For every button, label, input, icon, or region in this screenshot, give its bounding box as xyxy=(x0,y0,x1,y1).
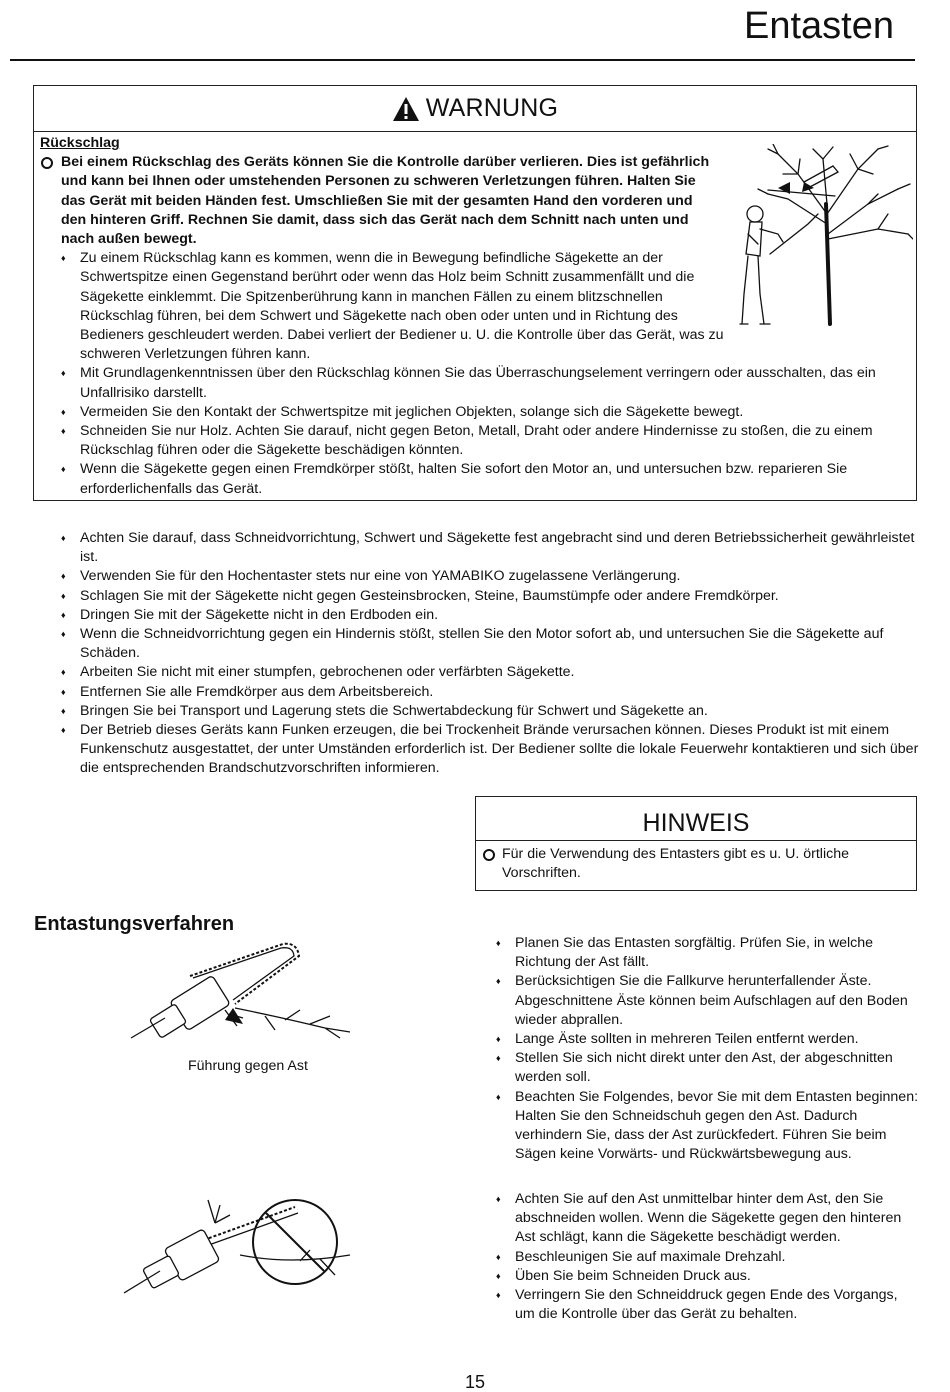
list-item: ♦ Üben Sie beim Schneiden Druck aus. xyxy=(475,1267,920,1286)
list-item: ♦ Beschleunigen Sie auf maximale Drehzahl. xyxy=(475,1248,920,1267)
page-title: Entasten xyxy=(744,5,894,47)
procedure-list-1 xyxy=(475,934,920,1164)
pruning-guide-illustration xyxy=(125,938,355,1046)
list-item: ♦ Wenn die Sägekette gegen einen Fremdkörper stößt, halten Sie sofort den Motor an, und untersuchen bzw. reparieren Sie erforderlichenfalls das Gerät. xyxy=(40,460,908,498)
kickback-main-warning-text: Bei einem Rückschlag des Geräts können Sie die Kontrolle darüber verlieren. Dies ist gefährlich und kann bei Ihnen oder umstehenden Personen zu schweren Verletzungen führen. Halten Sie das Gerät mit beiden Händen fest. Umschließen Sie mit der gesamten Hand den vorderen und den hinteren Griff. Rechnen Sie damit, dass sich das Gerät nach dem Schnitt nach unten und nach außen bewegt. xyxy=(61,154,710,248)
warning-header xyxy=(34,86,916,132)
warning-triangle-icon xyxy=(392,96,420,122)
warning-title: WARNUNG xyxy=(425,94,559,122)
circle-bullet-icon xyxy=(483,849,495,861)
list-item: ♦ Entfernen Sie alle Fremdkörper aus dem Arbeitsbereich. xyxy=(40,683,920,702)
list-item: ♦ Schlagen Sie mit der Sägekette nicht gegen Gesteinsbrocken, Steine, Baumstümpfe oder andere Fremdkörper. xyxy=(40,587,920,606)
list-item: ♦ Verwenden Sie für den Hochentaster stets nur eine von YAMABIKO zugelassene Verlängerung. xyxy=(40,567,920,586)
safety-list xyxy=(40,529,920,779)
list-item: ♦ Verringern Sie den Schneiddruck gegen Ende des Vorgangs, um die Kontrolle über das Gerät zu behalten. xyxy=(475,1286,920,1324)
list-item: ♦ Der Betrieb dieses Geräts kann Funken erzeugen, die bei Trockenheit Brände verursachen können. Dieses Produkt ist mit einem Funkenschutz ausgestattet, der unter Umständen erforderlich ist. Der Bediener sollte die lokale Feuerwehr kontaktieren und sich über die entsprechenden Brandschutzvorschriften informieren. xyxy=(40,721,920,779)
figure-caption: Führung gegen Ast xyxy=(188,1058,308,1074)
list-item: ♦ Achten Sie auf den Ast unmittelbar hinter dem Ast, den Sie abschneiden wollen. Wenn die Sägekette gegen den hinteren Ast schlägt, kann die Sägekette beschädigt werden. xyxy=(475,1190,920,1248)
list-item: ♦ Lange Äste sollten in mehreren Teilen entfernt werden. xyxy=(475,1030,920,1049)
list-item: ♦ Beachten Sie Folgendes, bevor Sie mit dem Entasten beginnen: Halten Sie den Schneidschuh gegen den Ast. Dadurch verhindern Sie, dass der Ast zurückfedert. Führen Sie beim Sägen keine Vorwärts- und Rückwärtsbewegung aus. xyxy=(475,1088,920,1165)
list-item: ♦ Wenn die Schneidvorrichtung gegen ein Hindernis stößt, stellen Sie den Motor sofort ab, und untersuchen Sie die Sägekette auf Schäden. xyxy=(40,625,920,663)
hint-title: HINWEIS xyxy=(476,797,916,841)
list-item: ♦ Achten Sie darauf, dass Schneidvorrichtung, Schwert und Sägekette fest angebracht sind und deren Betriebssicherheit gewährleistet ist. xyxy=(40,529,920,567)
circle-bullet-icon xyxy=(41,157,53,169)
hint-body xyxy=(483,845,922,883)
list-item: ♦ Mit Grundlagenkenntnissen über den Rückschlag können Sie das Überraschungselement verringern oder ausschalten, das ein Unfallrisiko darstellt. xyxy=(40,364,908,402)
list-item: ♦ Dringen Sie mit der Sägekette nicht in den Erdboden ein. xyxy=(40,606,920,625)
kickback-illustration xyxy=(738,144,913,329)
list-item: ♦ Arbeiten Sie nicht mit einer stumpfen, gebrochenen oder verfärbten Sägekette. xyxy=(40,663,920,682)
list-item: ♦ Planen Sie das Entasten sorgfältig. Prüfen Sie, in welche Richtung der Ast fällt. xyxy=(475,934,920,972)
list-item: ♦ Schneiden Sie nur Holz. Achten Sie darauf, nicht gegen Beton, Metall, Draht oder andere Hindernisse zu stoßen, die zu einem Rückschlag führen oder die Sägekette beschädigen könnten. xyxy=(40,422,908,460)
list-item: ♦ Vermeiden Sie den Kontakt der Schwertspitze mit jeglichen Objekten, solange sich die Sägekette bewegt. xyxy=(40,403,908,422)
list-item: ♦ Berücksichtigen Sie die Fallkurve herunterfallender Äste. Abgeschnittene Äste können beim Aufschlagen auf den Boden wieder abprallen. xyxy=(475,972,920,1030)
kickback-subheading: Rückschlag xyxy=(40,135,120,151)
list-item: ♦ Stellen Sie sich nicht direkt unter den Ast, der abgeschnitten werden soll. xyxy=(475,1049,920,1087)
header-divider xyxy=(10,59,915,61)
hint-box xyxy=(475,796,917,891)
hint-text: Für die Verwendung des Entasters gibt es u. U. örtliche Vorschriften. xyxy=(502,846,849,882)
prohibited-cut-illustration xyxy=(120,1195,355,1305)
list-item: ♦ Bringen Sie bei Transport und Lagerung stets die Schwertabdeckung für Schwert und Sägekette an. xyxy=(40,702,920,721)
section-title: Entastungsverfahren xyxy=(34,913,235,935)
procedure-list-2 xyxy=(475,1190,920,1324)
list-item: ♦ Zu einem Rückschlag kann es kommen, wenn die in Bewegung befindliche Sägekette an der Schwertspitze einen Gegenstand berührt oder wenn das Holz beim Schnitt zusammenfällt und die Sägekette einklemmt. Die Spitzenberührung kann in manchen Fällen zu einem blitzschnellen Rückschlag führen, bei dem Schwert und Sägekette nach oben oder unten und in Richtung des Bedieners geschleudert werden. Dabei verliert der Bediener u. U. die Kontrolle über das Gerät, was zu schweren Verletzungen führen kann. xyxy=(40,249,735,364)
warning-box xyxy=(33,85,917,501)
page-number: 15 xyxy=(464,1372,486,1392)
kickback-main-warning xyxy=(40,153,721,249)
